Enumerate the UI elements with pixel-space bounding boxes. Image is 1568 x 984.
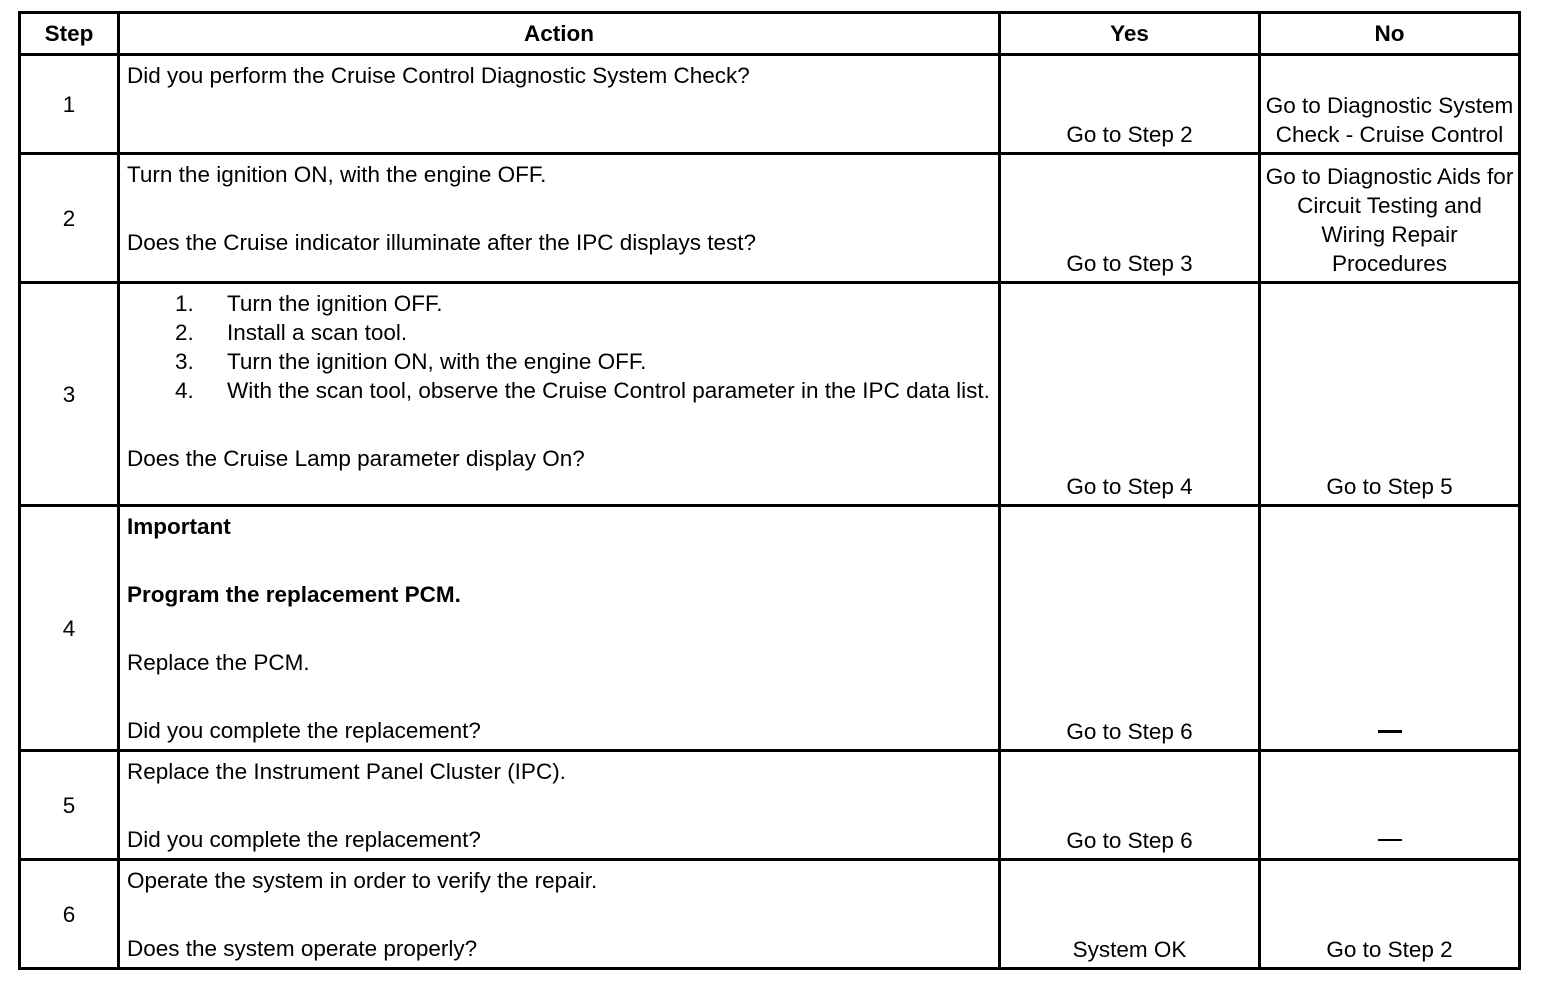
step-number: 6 [20,860,119,969]
substep-item [127,376,992,405]
action-question: Did you complete the replacement? [127,827,481,852]
substep-item [127,289,992,318]
em-dash [1378,839,1402,841]
action-text: Did you perform the Cruise Control Diagnostic System Check? [127,63,750,88]
action-cell [119,751,1000,860]
step-number: 5 [20,751,119,860]
action-text: Replace the PCM. [127,650,310,675]
step-number: 2 [20,154,119,283]
header-no: No [1260,13,1520,55]
diagnostic-table [18,11,1521,970]
header-row [20,13,1520,55]
action-cell [119,860,1000,969]
action-text: Replace the Instrument Panel Cluster (IPC). [127,759,566,784]
substep-text: With the scan tool, observe the Cruise Control parameter in the IPC data list. [227,378,990,403]
table-row [20,860,1520,969]
substep-number: 1. [175,291,194,316]
action-cell [119,506,1000,751]
yes-cell: Go to Step 6 [1000,751,1260,860]
action-question: Does the Cruise Lamp parameter display On? [127,446,585,471]
table-row [20,751,1520,860]
substep-number: 2. [175,320,194,345]
no-cell [1260,506,1520,751]
substep-number: 4. [175,378,194,403]
yes-cell: Go to Step 4 [1000,283,1260,506]
action-cell [119,283,1000,506]
substep-text: Turn the ignition OFF. [227,291,443,316]
substep-number: 3. [175,349,194,374]
action-text: Turn the ignition ON, with the engine OFF. [127,162,547,187]
no-cell: Go to Step 2 [1260,860,1520,969]
table-row [20,283,1520,506]
header-action: Action [119,13,1000,55]
yes-cell: System OK [1000,860,1260,969]
action-question: Did you complete the replacement? [127,718,481,743]
table-row [20,154,1520,283]
header-step: Step [20,13,119,55]
substep-text: Install a scan tool. [227,320,408,345]
yes-cell: Go to Step 6 [1000,506,1260,751]
no-cell: Go to Step 5 [1260,283,1520,506]
action-text: Operate the system in order to verify the repair. [127,868,598,893]
yes-cell: Go to Step 3 [1000,154,1260,283]
step-number: 1 [20,55,119,154]
important-heading: Important [127,514,231,539]
action-cell [119,55,1000,154]
important-note: Program the replacement PCM. [127,582,461,607]
substep-item [127,318,992,347]
action-question: Does the Cruise indicator illuminate after the IPC displays test? [127,230,757,255]
no-cell: Go to Diagnostic Aids for Circuit Testing and Wiring Repair Procedures [1260,154,1520,283]
action-cell [119,154,1000,283]
no-cell: Go to Diagnostic System Check - Cruise Control [1260,55,1520,154]
no-cell [1260,751,1520,860]
header-yes: Yes [1000,13,1260,55]
table-row [20,55,1520,154]
table-row [20,506,1520,751]
substep-item [127,347,992,376]
step-number: 4 [20,506,119,751]
substep-list [127,289,992,405]
step-number: 3 [20,283,119,506]
em-dash [1378,730,1402,733]
yes-cell: Go to Step 2 [1000,55,1260,154]
action-question: Does the system operate properly? [127,936,478,961]
substep-text: Turn the ignition ON, with the engine OFF. [227,349,647,374]
